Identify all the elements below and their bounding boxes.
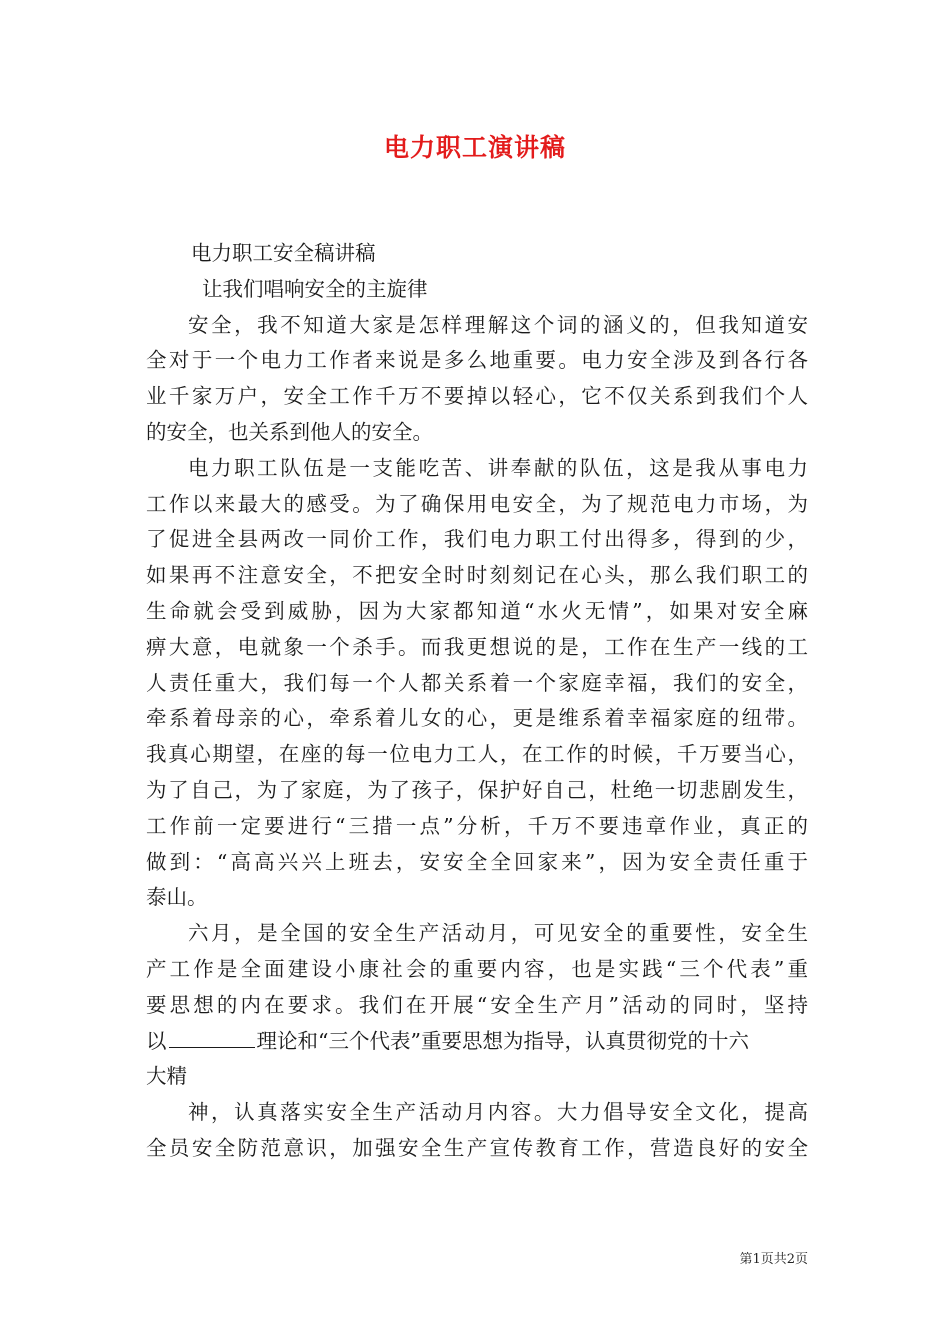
- paragraph-line: 全员安全防范意识，加强安全生产宣传教育工作，营造良好的安全: [146, 1135, 808, 1160]
- paragraph-line: 全对于一个电力工作者来说是多么地重要。电力安全涉及到各行各: [146, 348, 808, 373]
- paragraph-line: 六月，是全国的安全生产活动月，可见安全的重要性，安全生: [188, 921, 808, 946]
- paragraph-line: 要思想的内在要求。我们在开展“安全生产月”活动的同时，坚持: [146, 992, 808, 1017]
- paragraph-line: 业千家万户，安全工作千万不要掉以轻心，它不仅关系到我们个人: [146, 384, 808, 409]
- page-number: 第1页共2页: [739, 1252, 808, 1267]
- fill-in-blank: [169, 1027, 255, 1048]
- paragraph-line: 了促进全县两改一同价工作，我们电力职工付出得多，得到的少，: [146, 527, 808, 552]
- line-start-text: 以: [146, 1028, 167, 1053]
- line-end-text: 理论和“三个代表”重要思想为指导，认真贯彻党的十六: [256, 1028, 749, 1053]
- paragraph-line: 为了自己，为了家庭，为了孩子，保护好自己，杜绝一切悲剧发生，: [146, 777, 808, 802]
- paragraph-line: 痹大意，电就象一个杀手。而我更想说的是，工作在生产一线的工: [146, 634, 808, 659]
- paragraph-line: 产工作是全面建设小康社会的重要内容，也是实践“三个代表”重: [146, 956, 808, 981]
- paragraph-line: 人责任重大，我们每一个人都关系着一个家庭幸福，我们的安全，: [146, 670, 808, 695]
- paragraph-line: 工作以来最大的感受。为了确保用电安全，为了规范电力市场，为: [146, 491, 808, 516]
- paragraph-line: 安全，我不知道大家是怎样理解这个词的涵义的，但我知道安: [188, 312, 808, 337]
- paragraph-line: 生命就会受到威胁，因为大家都知道“水火无情”，如果对安全麻: [146, 598, 808, 623]
- document-title: 电力职工演讲稿: [383, 133, 566, 162]
- paragraph-line: 如果再不注意安全，不把安全时时刻刻记在心头，那么我们职工的: [146, 563, 808, 588]
- paragraph-line: 的安全，也关系到他人的安全。: [146, 419, 433, 444]
- document-body: [146, 236, 808, 1167]
- paragraph-line: 我真心期望，在座的每一位电力工人，在工作的时候，千万要当心，: [146, 742, 808, 767]
- paragraph-line: 工作前一定要进行“三措一点”分析，千万不要违章作业，真正的: [146, 813, 808, 838]
- paragraph-line: 牵系着母亲的心，牵系着儿女的心，更是维系着幸福家庭的纽带。: [146, 706, 808, 731]
- paragraph-line: 电力职工队伍是一支能吃苦、讲奉献的队伍，这是我从事电力: [188, 455, 808, 480]
- paragraph-line: [146, 1024, 808, 1060]
- subtitle: 电力职工安全稿讲稿: [191, 241, 376, 265]
- subtitle: 让我们唱响安全的主旋律: [202, 276, 428, 301]
- paragraph-line: 神，认真落实安全生产活动月内容。大力倡导安全文化，提高: [188, 1100, 808, 1125]
- paragraph-line: 泰山。: [146, 885, 208, 910]
- paragraph-line: 做到：“高高兴兴上班去，安安全全回家来”，因为安全责任重于: [146, 849, 808, 874]
- paragraph-line: 大精: [146, 1064, 187, 1089]
